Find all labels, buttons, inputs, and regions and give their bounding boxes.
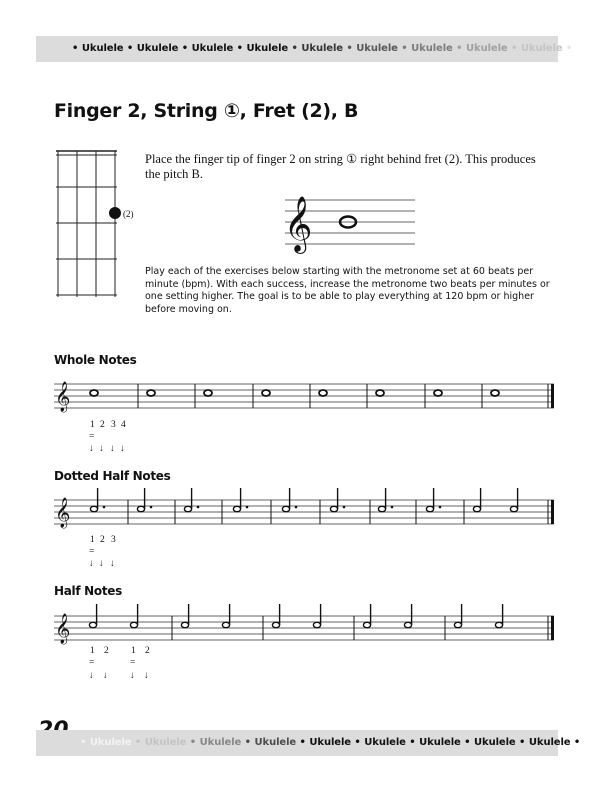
banner-bullet: • <box>573 737 581 748</box>
count-1: 1 <box>90 646 95 656</box>
beat-arrow: ↓ <box>120 444 125 454</box>
banner-word: Ukulele <box>254 737 300 748</box>
count-1: 1 <box>90 535 95 545</box>
banner-word: Ukulele <box>466 43 511 54</box>
banner-word: Ukulele <box>364 737 410 748</box>
tie-mark: = <box>89 547 95 557</box>
banner-bullet: • <box>565 43 573 54</box>
footer-banner <box>36 730 581 756</box>
beat-arrow: ↓ <box>89 559 94 569</box>
count-2: 2 <box>100 535 105 545</box>
banner-bullet: • <box>72 43 82 54</box>
tie-mark: = <box>89 658 95 668</box>
banner-bullet: • <box>181 43 192 54</box>
treble-clef-icon: 𝄞 <box>55 614 71 644</box>
banner-bullet: • <box>189 737 200 748</box>
treble-clef-icon: 𝄞 <box>284 196 313 252</box>
beat-arrow: ↓ <box>103 671 108 681</box>
banner-word: Ukulele <box>520 43 566 54</box>
beat-arrow: ↓ <box>89 444 94 454</box>
banner-word: Ukulele <box>191 43 237 54</box>
banner-bullet: • <box>126 43 137 54</box>
count-2: 2 <box>104 646 109 656</box>
header-banner <box>36 36 573 62</box>
staff-whole-notes <box>54 378 564 458</box>
intro-text: Place the finger tip of finger 2 on string ① right behind fret (2). This produces the pitch B. <box>145 152 536 181</box>
staff-dotted-half-notes <box>54 494 564 574</box>
beat-arrow: ↓ <box>144 671 149 681</box>
fretboard-label: (2) <box>123 209 134 219</box>
banner-bullet: • <box>80 737 90 748</box>
banner-word: Ukulele <box>136 43 182 54</box>
tie-mark: = <box>89 432 95 442</box>
banner-word: Ukulele <box>199 737 245 748</box>
count-3: 3 <box>111 420 116 430</box>
treble-clef-icon: 𝄞 <box>55 498 71 528</box>
count-1: 1 <box>90 420 95 430</box>
banner-bullet: • <box>401 43 412 54</box>
banner-bullet: • <box>464 737 474 748</box>
beat-arrow: ↓ <box>99 559 104 569</box>
beat-arrow: ↓ <box>130 671 135 681</box>
beat-arrow: ↓ <box>110 444 115 454</box>
banner-word: Ukulele <box>89 737 135 748</box>
banner-bullet: • <box>236 43 247 54</box>
banner-word: Ukulele <box>301 43 347 54</box>
banner-word: Ukulele <box>356 43 402 54</box>
banner-word: Ukulele <box>309 737 355 748</box>
count-2: 2 <box>100 420 105 430</box>
banner-word: Ukulele <box>411 43 457 54</box>
tie-mark: = <box>130 658 136 668</box>
banner-word: Ukulele <box>81 43 127 54</box>
banner-word: Ukulele <box>419 737 465 748</box>
section-title-whole-notes: Whole Notes <box>54 353 137 367</box>
banner-bullet: • <box>346 43 357 54</box>
count-3: 3 <box>111 535 116 545</box>
count-2: 2 <box>145 646 150 656</box>
instructions-text: Play each of the exercises below starting with the metronome set at 60 beats per minute (bpm). With each success, increase the metronome two beats per minutes or one setting higher. The goal is to be able to play everything at 120 bpm or higher before moving on. <box>145 266 550 315</box>
beat-arrow: ↓ <box>99 444 104 454</box>
count-4: 4 <box>121 420 126 430</box>
whole-notes <box>90 390 499 396</box>
banner-bullet: • <box>409 737 420 748</box>
banner-bullet: • <box>299 737 310 748</box>
beat-arrow: ↓ <box>89 671 94 681</box>
banner-bullet: • <box>456 43 466 54</box>
banner-word: Ukulele <box>246 43 292 54</box>
pitch-staff <box>280 190 420 250</box>
staff-half-notes <box>54 610 564 690</box>
treble-clef-icon: 𝄞 <box>55 382 71 412</box>
section-title-half-notes: Half Notes <box>54 584 122 598</box>
banner-bullet: • <box>511 43 521 54</box>
banner-word: Ukulele <box>144 737 190 748</box>
banner-word: Ukulele <box>474 737 519 748</box>
banner-bullet: • <box>354 737 365 748</box>
banner-word: Ukulele <box>528 737 574 748</box>
beat-arrow: ↓ <box>110 559 115 569</box>
banner-bullet: • <box>134 737 145 748</box>
banner-bullet: • <box>519 737 529 748</box>
count-1: 1 <box>131 646 136 656</box>
section-title-dotted-half-notes: Dotted Half Notes <box>54 469 171 483</box>
page-title: Finger 2, String ①, Fret (2), B <box>54 100 359 122</box>
banner-bullet: • <box>244 737 255 748</box>
finger-position-dot <box>109 207 121 219</box>
banner-bullet: • <box>291 43 302 54</box>
